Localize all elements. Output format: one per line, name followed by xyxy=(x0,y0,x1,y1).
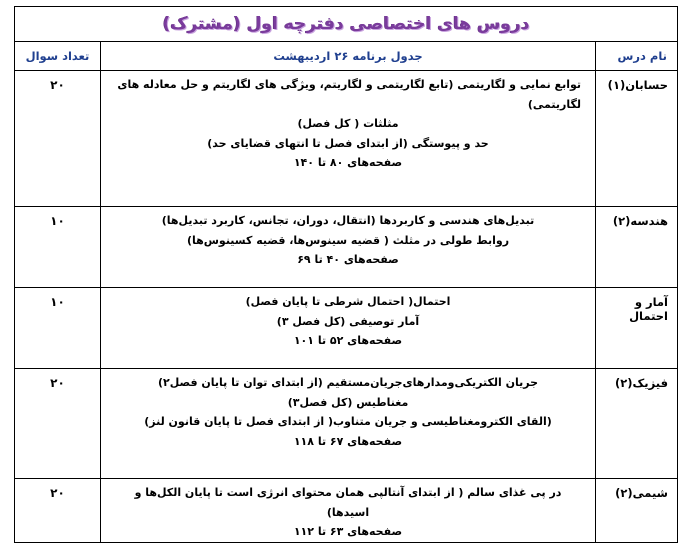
course-name: آمار و احتمال xyxy=(596,288,678,369)
course-name: فیزیک(۲) xyxy=(596,369,678,479)
question-count: ۱۰ xyxy=(15,207,101,288)
document xyxy=(14,6,678,538)
question-count: ۲۰ xyxy=(15,479,101,543)
topic-line: در پی غذای سالم ( از ابتدای آنتالپی همان محتوای انرژی است تا پایان الکل‌ها و اسیدها) xyxy=(134,486,562,519)
header-name: نام درس xyxy=(596,42,678,71)
course-topics xyxy=(101,479,596,543)
course-name: حسابان(۱) xyxy=(596,71,678,207)
table-header-row xyxy=(15,42,678,71)
table-row xyxy=(15,71,678,207)
page-title: دروس های اختصاصی دفترچه اول (مشترک) xyxy=(162,14,530,34)
table-row xyxy=(15,288,678,369)
question-count: ۲۰ xyxy=(15,369,101,479)
topic-line: آمار توصیفی (کل فصل ۳) xyxy=(276,314,420,328)
course-topics xyxy=(101,71,596,207)
topic-line: صفحه‌های ۴۰ تا ۶۹ xyxy=(297,253,399,266)
question-count: ۱۰ xyxy=(15,288,101,369)
topic-line: حد و پیوستگی (از ابتدای فصل تا انتهای قضایای حد) xyxy=(207,136,489,150)
course-name: هندسه(۲) xyxy=(596,207,678,288)
topic-line: احتمال( احتمال شرطی تا پایان فصل) xyxy=(245,295,451,308)
course-topics xyxy=(101,207,596,288)
topic-line: صفحه‌های ۶۳ تا ۱۱۲ xyxy=(293,525,403,538)
course-topics xyxy=(101,369,596,479)
table-row xyxy=(15,479,678,543)
topic-line: صفحه‌های ۸۰ تا ۱۴۰ xyxy=(293,156,403,169)
topic-line: مثلثات ( کل فصل) xyxy=(297,117,399,130)
topic-line: صفحه‌های ۵۲ تا ۱۰۱ xyxy=(293,334,403,347)
course-name: شیمی(۲) xyxy=(596,479,678,543)
table-row xyxy=(15,369,678,479)
topic-line: صفحه‌های ۶۷ تا ۱۱۸ xyxy=(293,434,403,448)
header-count: تعداد سوال xyxy=(15,42,101,71)
topic-line: روابط طولی در مثلث ( قضیه سینوس‌ها، قضیه کسینوس‌ها) xyxy=(186,233,510,247)
schedule-table xyxy=(14,41,678,543)
title-box xyxy=(14,6,678,41)
header-schedule: جدول برنامه ۲۶ اردیبهشت xyxy=(101,42,596,71)
course-topics xyxy=(101,288,596,369)
topic-line: مغناطیس (کل فصل۳) xyxy=(287,395,409,409)
table-row xyxy=(15,207,678,288)
topic-line: تبدیل‌های هندسی و کاربردها (انتقال، دوران، تجانس، کاربرد تبدیل‌ها) xyxy=(161,214,535,227)
topic-line: جریان الکتریکی‌ومدارهای‌جریان‌مستقیم (از ابتدای توان تا پایان فصل۲) xyxy=(157,376,539,389)
question-count: ۲۰ xyxy=(15,71,101,207)
topic-line: توابع نمایی و لگاریتمی (تابع لگاریتمی و لگاریتم، ویژگی های لگاریتم و حل معادله های لگاریتمی) xyxy=(117,78,581,111)
topic-line: (القای الکترومغناطیسی و جریان متناوب( از ابتدای فصل تا پایان قانون لنز) xyxy=(144,415,552,428)
